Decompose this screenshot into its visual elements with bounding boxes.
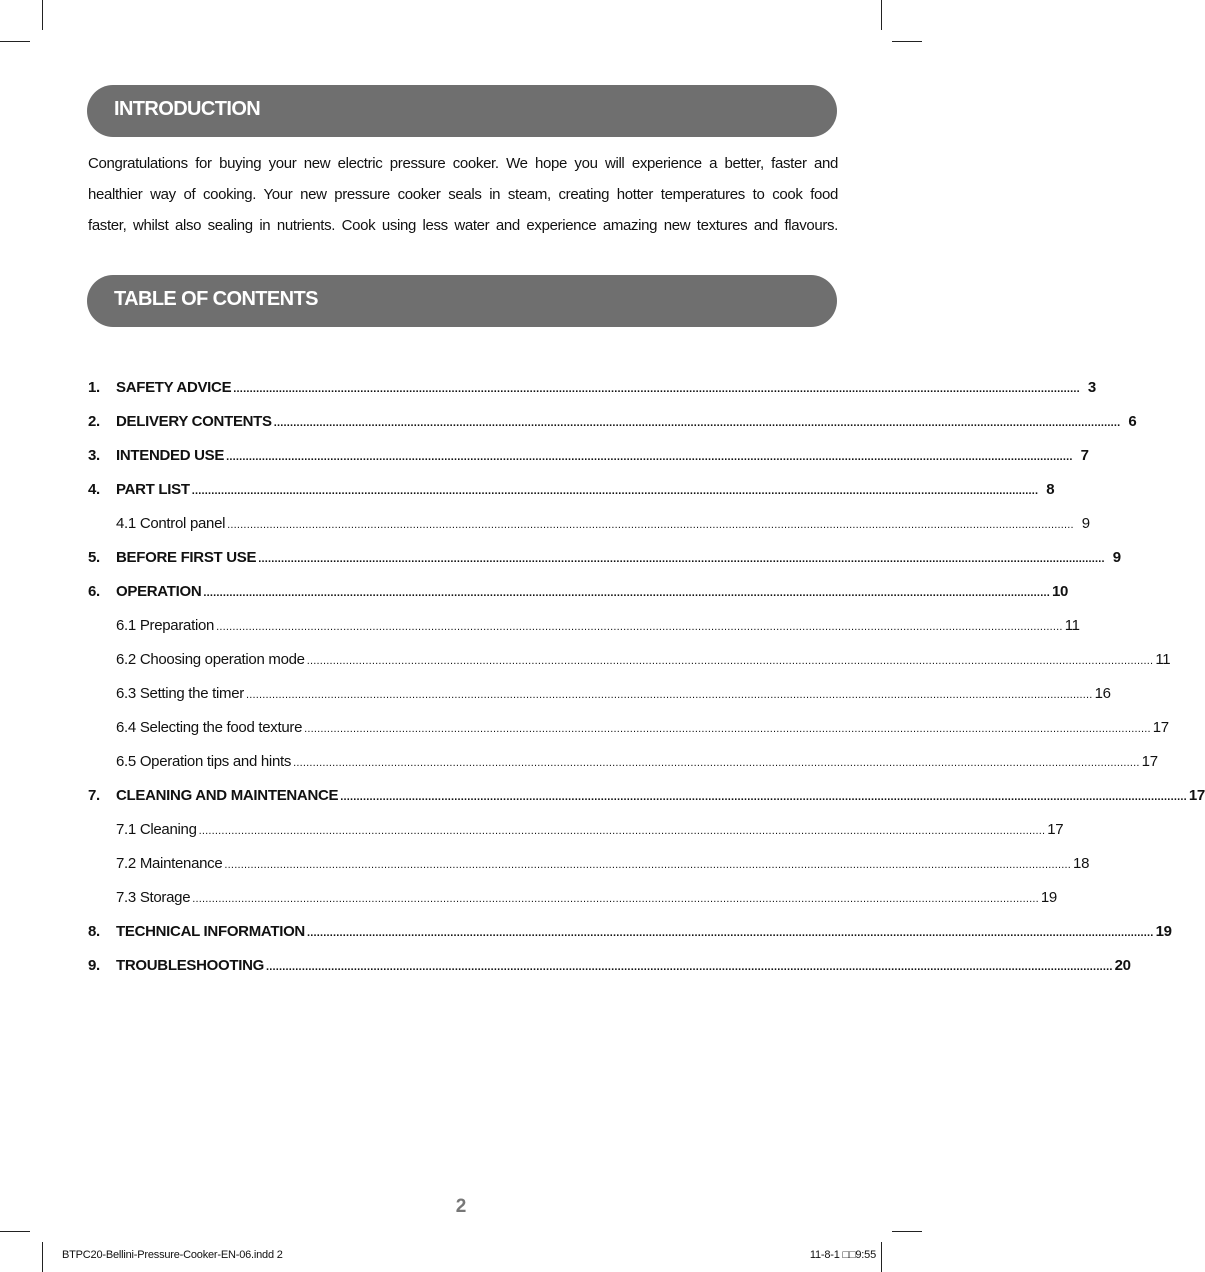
toc-entry-label: 6.2 Choosing operation mode [116,651,305,668]
toc-entry-label: INTENDED USE [116,447,225,464]
toc-entry[interactable] [88,813,1064,847]
footer-timestamp: 11-8-1 □□9:55 [809,1249,876,1261]
toc-leader-dots: .................................................................................................................................................................................................................................................................... [191,485,1039,497]
toc-leader-dots: .................................................................................................................................................................................................................................................................... [224,859,1072,871]
toc-entry-page: 3 [1087,379,1096,396]
toc-entry-number: 4. [88,481,100,498]
toc-entry-page: 11 [1064,617,1080,634]
toc-entry-label: 4.1 Control panel [116,515,226,532]
toc-entry[interactable] [88,643,1171,677]
toc-entry-label: OPERATION [116,583,202,600]
toc-leader-dots: .................................................................................................................................................................................................................................................................... [203,587,1050,599]
toc-entry-label: CLEANING AND MAINTENANCE [116,787,339,804]
toc-entry[interactable] [88,473,1055,507]
toc-entry-page: 17 [1152,719,1169,736]
toc-entry-page: 9 [1112,549,1121,566]
toc-entry-label: TECHNICAL INFORMATION [116,923,305,940]
toc-leader-dots: .................................................................................................................................................................................................................................................................... [233,383,1080,395]
toc-title: TABLE OF CONTENTS [114,288,318,310]
toc-entry-number: 9. [88,957,100,974]
toc-entry-number: 1. [88,379,100,396]
toc-entry-label: PART LIST [116,481,190,498]
toc-entry-label: 7.1 Cleaning [116,821,197,838]
toc-entry-number: 7. [88,787,100,804]
toc-entry-label: 6.1 Preparation [116,617,215,634]
crop-mark [892,41,922,42]
toc-leader-dots: .................................................................................................................................................................................................................................................................... [226,451,1073,463]
toc-entry[interactable] [88,609,1080,643]
toc-entry-label: 7.2 Maintenance [116,855,223,872]
toc-leader-dots: .................................................................................................................................................................................................................................................................... [258,553,1105,565]
toc-entry-page: 19 [1155,923,1172,940]
toc-entry-page: 17 [1188,787,1205,804]
toc-entry-page: 17 [1141,753,1158,770]
toc-entry[interactable] [88,371,1096,405]
toc-entry[interactable] [88,575,1069,609]
toc-entry-page: 17 [1047,821,1064,838]
toc-leader-dots: .................................................................................................................................................................................................................................................................... [304,723,1151,735]
toc-entry-page: 6 [1128,413,1137,430]
toc-entry[interactable] [88,439,1089,473]
toc-entry-page: 10 [1051,583,1069,600]
page-number: 2 [455,1196,467,1217]
toc-leader-dots: .................................................................................................................................................................................................................................................................... [227,519,1074,531]
crop-mark [0,41,30,42]
intro-line: faster, whilst also sealing in nutrients. Cook using less water and experience amazing new textures and flavours. [88,217,838,234]
toc-entry-page: 11 [1155,651,1171,668]
toc-banner [87,275,837,327]
toc-entry[interactable] [88,507,1090,541]
introduction-title: INTRODUCTION [114,98,261,120]
toc-entry[interactable] [88,677,1111,711]
crop-mark [892,1231,922,1232]
introduction-text [88,148,838,241]
table-of-contents [88,371,1205,983]
toc-leader-dots: .................................................................................................................................................................................................................................................................... [198,825,1046,837]
toc-entry-label: BEFORE FIRST USE [116,549,257,566]
toc-entry-number: 5. [88,549,100,566]
toc-leader-dots: .................................................................................................................................................................................................................................................................... [216,621,1063,633]
toc-entry-page: 7 [1080,447,1089,464]
toc-entry[interactable] [88,847,1090,881]
toc-entry-page: 8 [1046,481,1055,498]
toc-entry-page: 19 [1040,889,1057,906]
toc-entry[interactable] [88,949,1131,983]
toc-leader-dots: .................................................................................................................................................................................................................................................................... [306,655,1154,667]
toc-entry-page: 16 [1094,685,1111,702]
crop-mark [881,1242,882,1272]
toc-entry-label: SAFETY ADVICE [116,379,232,396]
toc-leader-dots: .................................................................................................................................................................................................................................................................... [306,927,1154,939]
toc-leader-dots: .................................................................................................................................................................................................................................................................... [293,757,1140,769]
toc-entry-number: 6. [88,583,100,600]
intro-line: Congratulations for buying your new electric pressure cooker. We hope you will experience a better, faster and [88,155,838,172]
toc-leader-dots: .................................................................................................................................................................................................................................................................... [266,961,1113,973]
toc-entry-number: 8. [88,923,100,940]
toc-leader-dots: .................................................................................................................................................................................................................................................................... [245,689,1093,701]
toc-entry-label: DELIVERY CONTENTS [116,413,272,430]
toc-entry[interactable] [88,541,1121,575]
toc-entry-label: 6.3 Setting the timer [116,685,244,702]
toc-entry-label: 7.3 Storage [116,889,191,906]
toc-entry-page: 9 [1081,515,1090,532]
introduction-banner [87,85,837,137]
toc-entry[interactable] [88,881,1057,915]
toc-entry-label: 6.4 Selecting the food texture [116,719,303,736]
toc-entry[interactable] [88,915,1172,949]
toc-entry-number: 2. [88,413,100,430]
crop-mark [42,1242,43,1272]
footer-file-name: BTPC20-Bellini-Pressure-Cooker-EN-06.indd 2 [62,1249,283,1261]
toc-entry[interactable] [88,711,1169,745]
toc-entry[interactable] [88,779,1205,813]
intro-line: healthier way of cooking. Your new pressure cooker seals in steam, creating hotter temperatures to cook food [88,186,838,203]
crop-mark [0,1231,30,1232]
toc-entry[interactable] [88,405,1137,439]
toc-entry-page: 18 [1073,855,1090,872]
toc-entry[interactable] [88,745,1158,779]
toc-leader-dots: .................................................................................................................................................................................................................................................................... [340,791,1187,803]
toc-leader-dots: .................................................................................................................................................................................................................................................................... [273,417,1121,429]
toc-entry-number: 3. [88,447,100,464]
toc-leader-dots: .................................................................................................................................................................................................................................................................... [192,893,1039,905]
crop-mark [881,0,882,30]
toc-entry-page: 20 [1114,957,1131,974]
toc-entry-label: 6.5 Operation tips and hints [116,753,292,770]
crop-mark [42,0,43,30]
toc-entry-label: TROUBLESHOOTING [116,957,264,974]
